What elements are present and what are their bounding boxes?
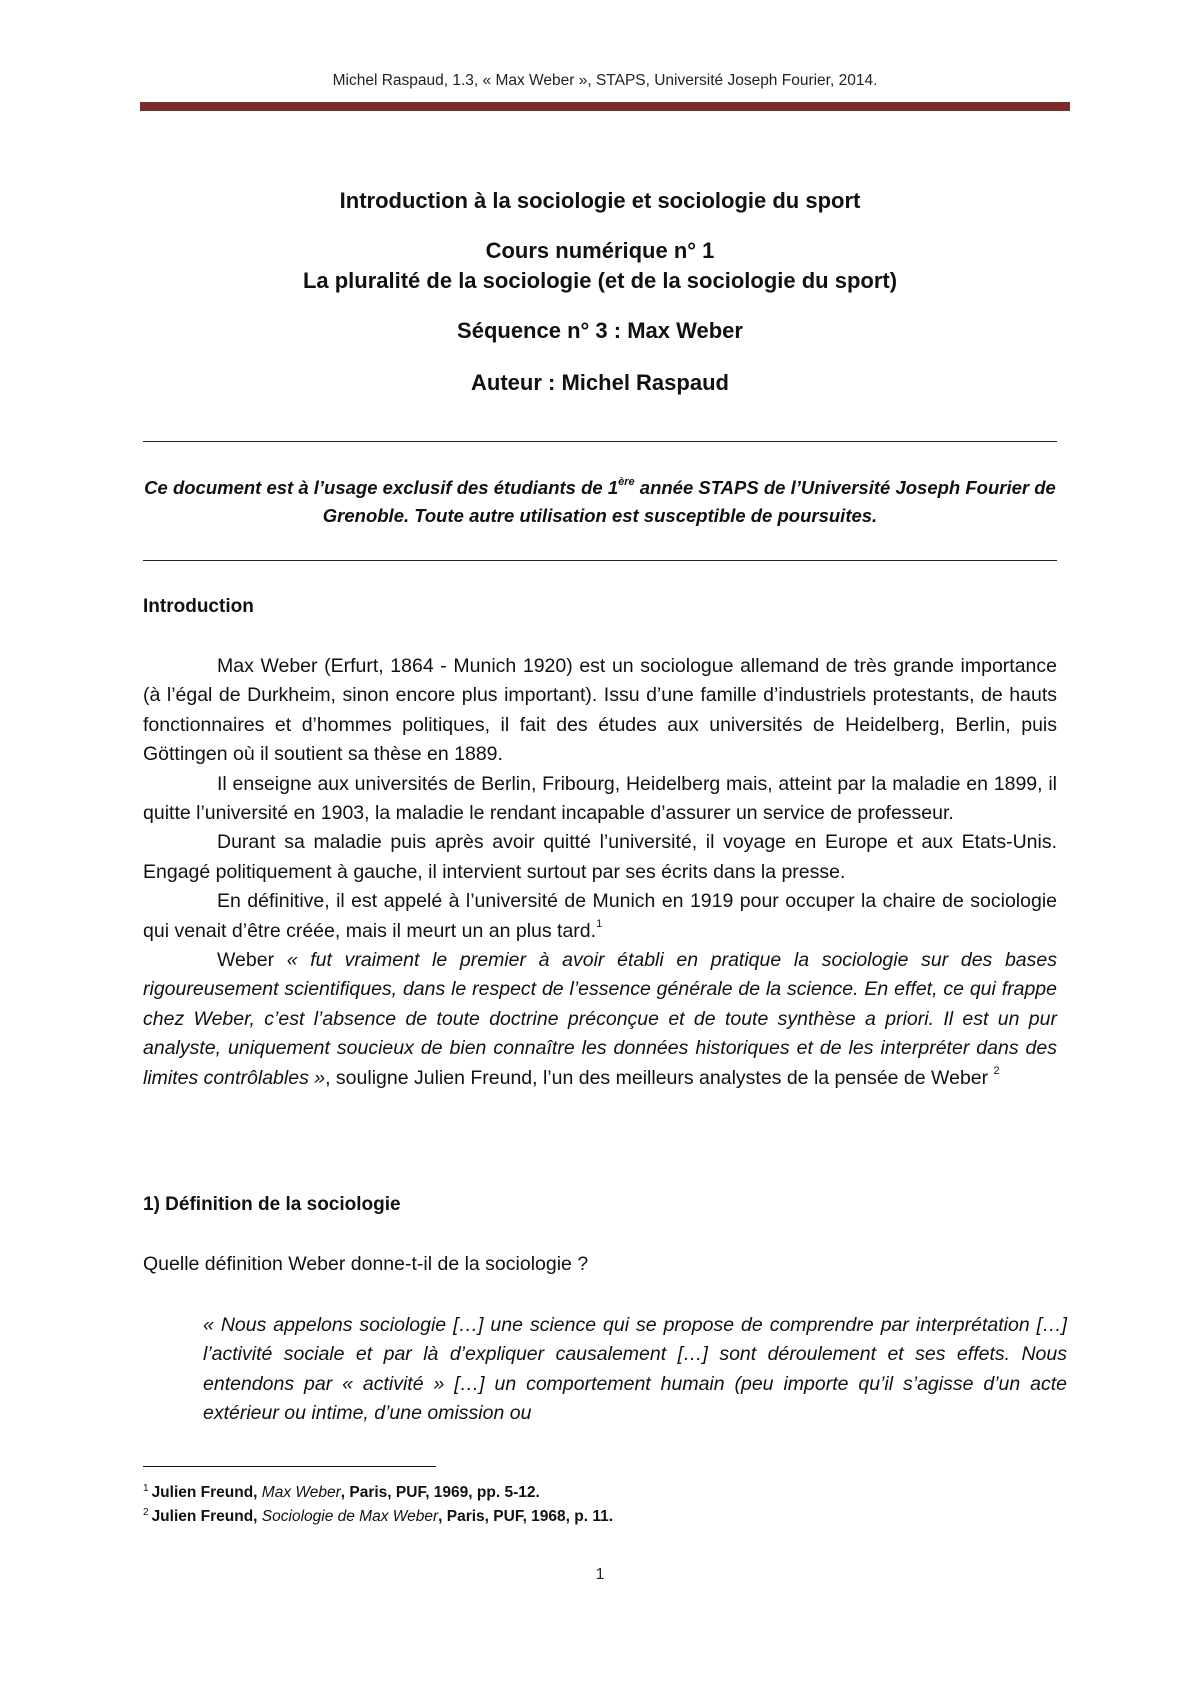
notice-text-1: Ce document est à l’usage exclusif des étudiants de 1 — [144, 477, 619, 498]
divider-bottom — [143, 560, 1057, 561]
notice-text-2: année STAPS de l’Université Joseph Fourier de Grenoble. Toute autre utilisation est susceptible de poursuites. — [322, 477, 1056, 526]
paragraph-text: , souligne Julien Freund, l’un des meilleurs analystes de la pensée de Weber — [325, 1066, 994, 1089]
section-1-question: Quelle définition Weber donne-t-il de la sociologie ? — [143, 1253, 589, 1275]
footnote — [143, 1481, 1057, 1505]
footnote-separator — [143, 1466, 436, 1467]
footnote-author: Julien Freund, — [151, 1508, 262, 1525]
footnote-details: , Paris, PUF, 1968, p. 11. — [438, 1508, 614, 1525]
introduction-body — [143, 652, 1057, 1093]
sequence-title: Séquence n° 3 : Max Weber — [457, 318, 743, 343]
divider-top — [143, 441, 1057, 442]
footnote-details: , Paris, PUF, 1969, pp. 5-12. — [340, 1484, 540, 1501]
main-title: Introduction à la sociologie et sociologie du sport — [339, 188, 861, 213]
paragraph — [143, 887, 1057, 946]
footnote-title: Max Weber — [261, 1484, 341, 1501]
paragraph: Il enseigne aux universités de Berlin, Fribourg, Heidelberg mais, atteint par la maladie en 1899, il quitte l’université en 1903, la maladie le rendant incapable d’assurer un service de professeur. — [143, 772, 1057, 825]
footnote-ref-1[interactable]: 1 — [596, 918, 603, 931]
author-line: Auteur : Michel Raspaud — [471, 370, 729, 395]
notice-superscript: ère — [618, 475, 635, 488]
course-title: Cours numérique n° 1 — [485, 238, 715, 263]
usage-notice — [143, 474, 1057, 530]
page-number: 1 — [595, 1566, 605, 1583]
section-1-heading: 1) Définition de la sociologie — [143, 1194, 401, 1215]
introduction-heading: Introduction — [143, 596, 254, 617]
paragraph-text: En définitive, il est appelé à l’université de Munich en 1919 pour occuper la chaire de sociologie qui venait d’être créée, mais il meurt un an plus tard. — [143, 890, 1057, 942]
footnote-number: 2 — [143, 1506, 149, 1518]
footnotes — [143, 1481, 1057, 1529]
course-subtitle: La pluralité de la sociologie (et de la sociologie du sport) — [302, 268, 898, 293]
freund-quote: « fut vraiment le premier à avoir établi en pratique la sociologie sur des bases rigoureusement scientifiques, dans le respect de l’essence générale de la science. En effet, ce qui frappe chez Weber, c’est l’absence de toute doctrine préconçue et de toute synthèse a priori. Il est un pur analyste, uniquement soucieux de bien connaître les données historiques et de les interpréter dans des limites contrôlables » — [143, 949, 1057, 1089]
paragraph — [143, 946, 1057, 1093]
footnote-title: Sociologie de Max Weber — [261, 1508, 439, 1525]
header-rule — [140, 102, 1070, 111]
running-header: Michel Raspaud, 1.3, « Max Weber », STAPS, Université Joseph Fourier, 2014. — [332, 72, 878, 89]
footnote-author: Julien Freund, — [151, 1484, 262, 1501]
paragraph: Durant sa maladie puis après avoir quitté l’université, il voyage en Europe et aux Etats-Unis. Engagé politiquement à gauche, il intervient surtout par ses écrits dans la presse. — [143, 831, 1057, 883]
weber-definition-quote: « Nous appelons sociologie […] une science qui se propose de comprendre par interprétation […] l’activité sociale et par là d’expliquer causalement […] sont déroulement et ses effets. Nous entendons par « activité » […] un comportement humain (peu importe qu’il s’agisse d’un acte extérieur ou intime, d’une omission ou — [203, 1314, 1067, 1425]
footnote-ref-2[interactable]: 2 — [993, 1065, 1000, 1078]
footnote — [143, 1505, 1057, 1529]
title-block — [143, 186, 1057, 398]
paragraph-text: Weber — [217, 949, 287, 972]
footnote-number: 1 — [143, 1482, 149, 1494]
paragraph: Max Weber (Erfurt, 1864 - Munich 1920) est un sociologue allemand de très grande importance (à l’égal de Durkheim, sinon encore plus important). Issu d’une famille d’industriels protestants, de hauts fonctionnaires et d’hommes politiques, il fait des études aux universités de Heidelberg, Berlin, puis Göttingen où il soutient sa thèse en 1889. — [143, 655, 1057, 766]
